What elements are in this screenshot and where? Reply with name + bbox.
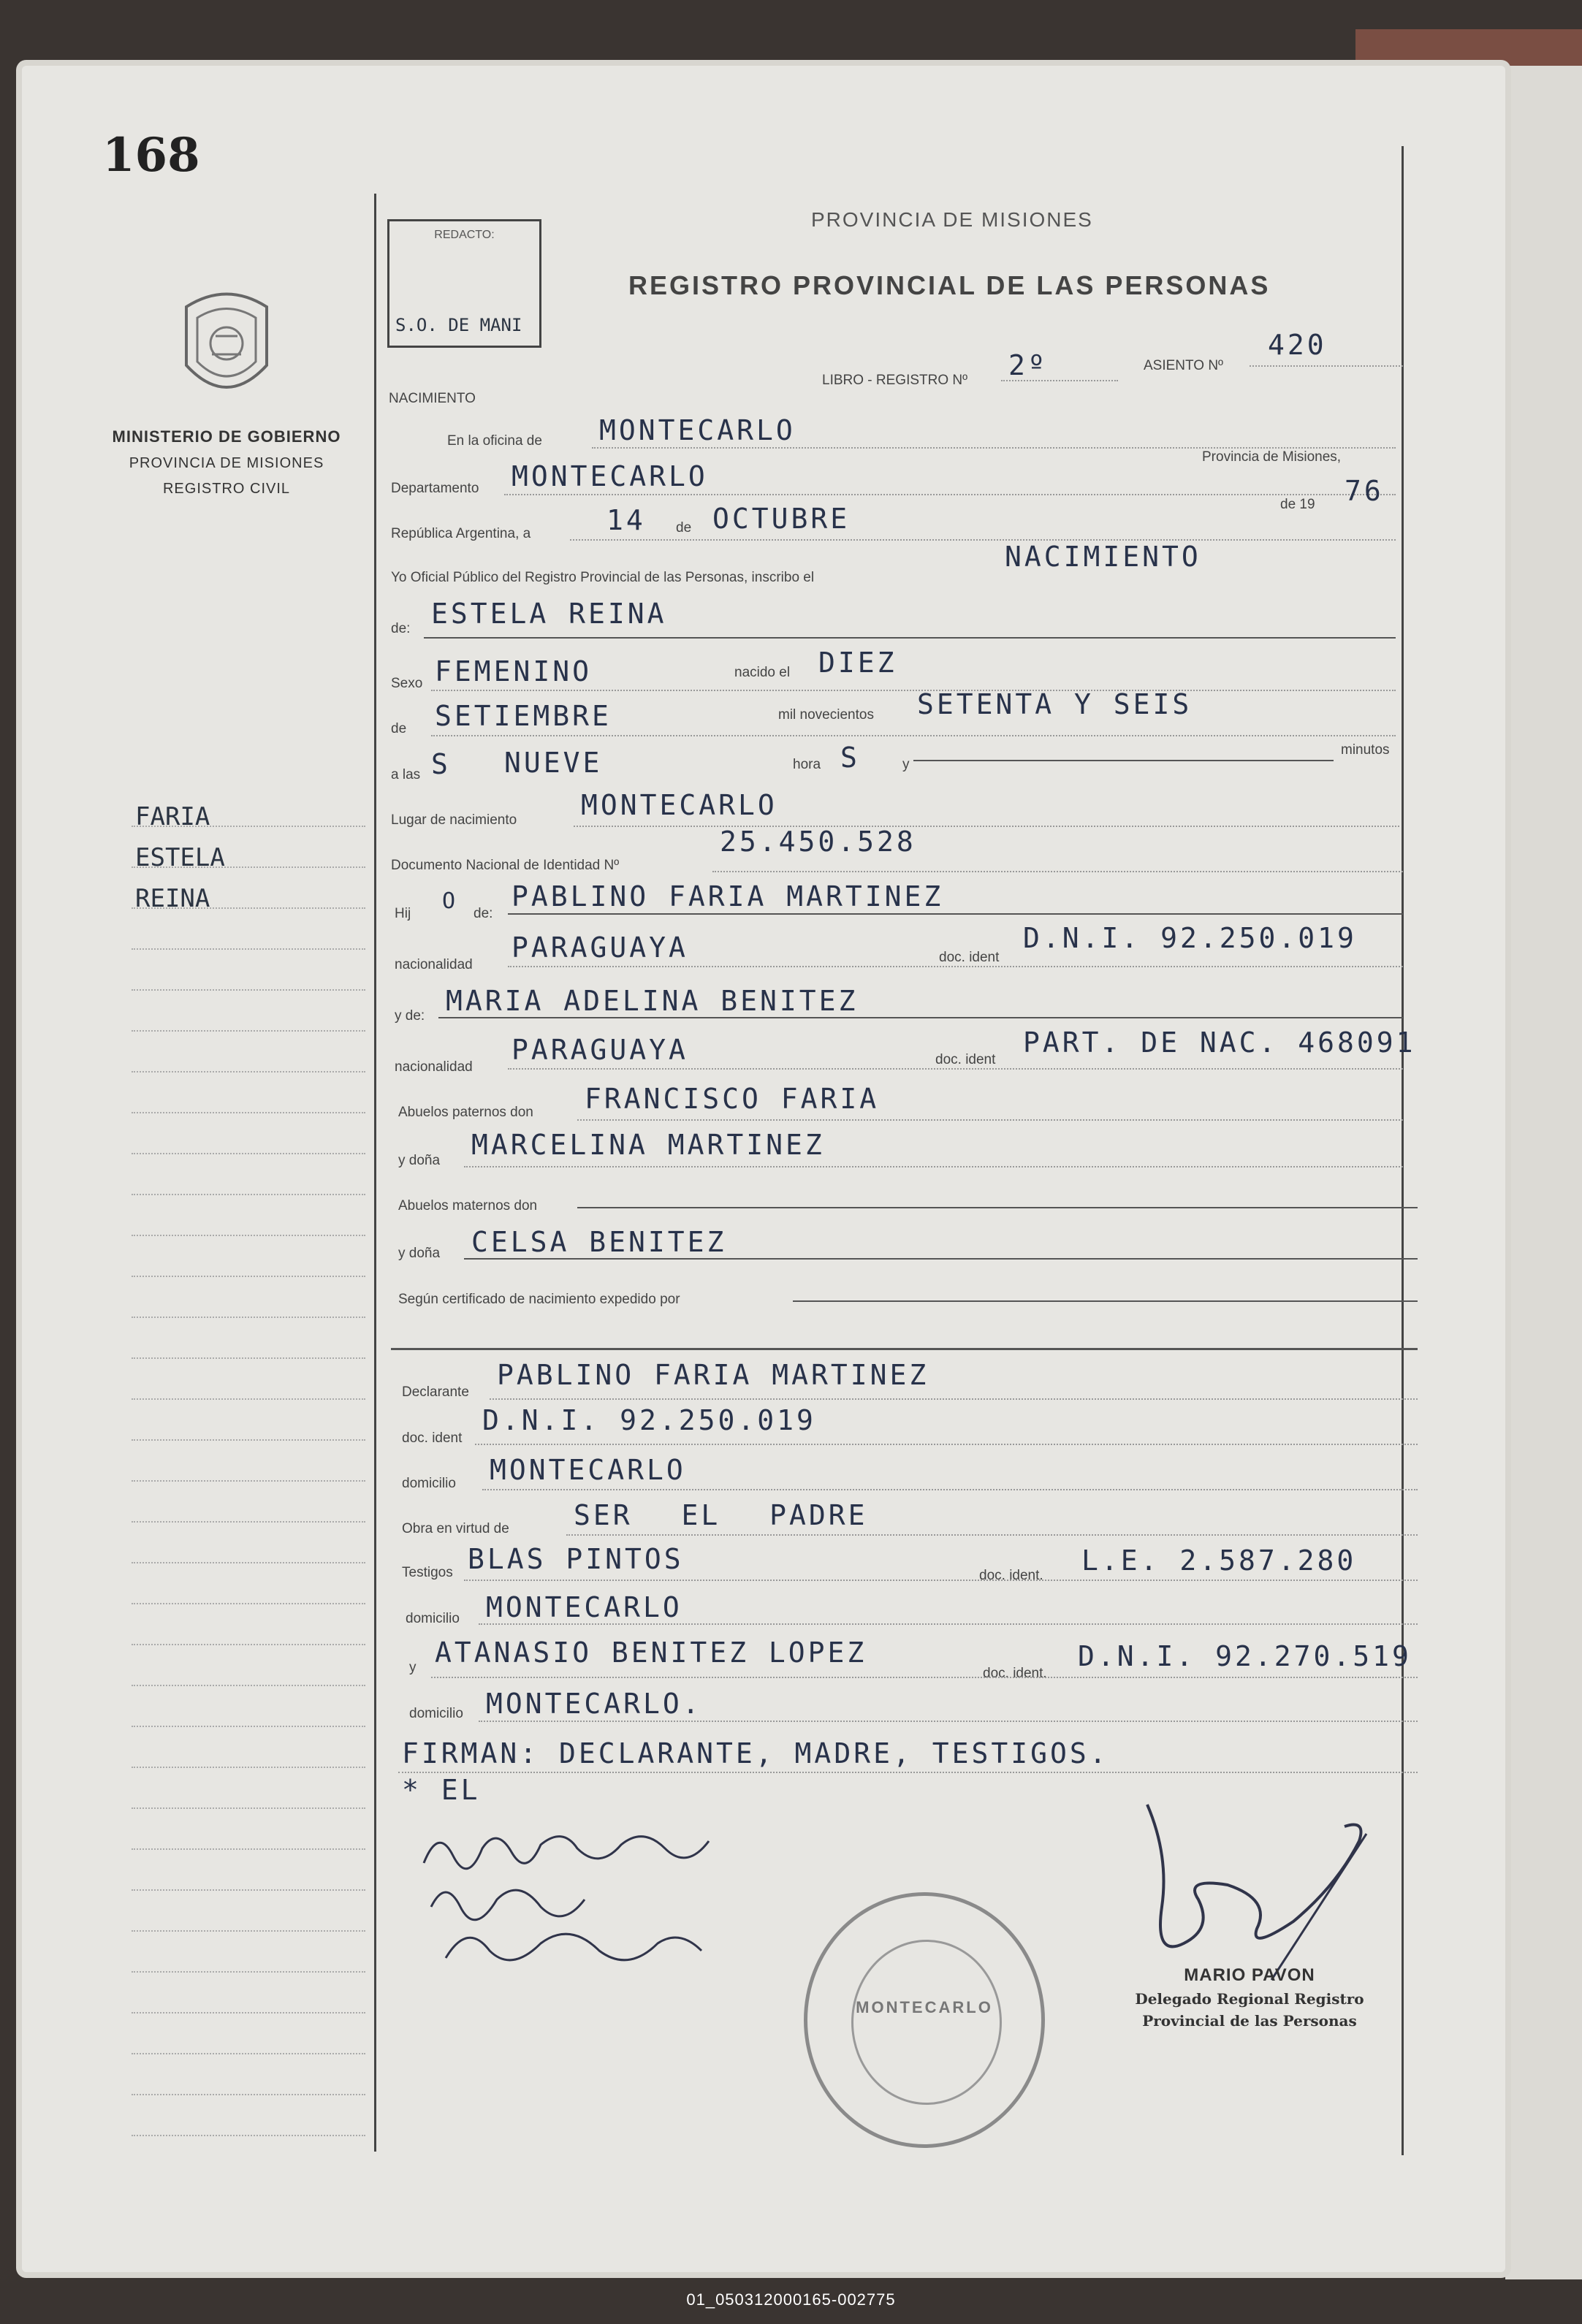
obra-label: Obra en virtud de (402, 1521, 509, 1536)
provincia-misiones-label: Provincia de Misiones, (1202, 449, 1342, 465)
margin-rule (132, 1357, 365, 1359)
nacido-label: nacido el (734, 665, 791, 680)
lugar-value: MONTECARLO (581, 789, 777, 821)
domicilio-value: MONTECARLO (490, 1454, 686, 1486)
lugar-label: Lugar de nacimiento (391, 812, 517, 828)
minutos-rule (913, 760, 1334, 761)
domicilio-label: domicilio (402, 1476, 456, 1491)
margin-rule (132, 1153, 365, 1154)
nacimiento-label: NACIMIENTO (389, 391, 476, 406)
handwritten-signatures (417, 1819, 738, 1987)
anio-nac-value: SETENTA Y SEIS (917, 688, 1193, 720)
margin-rule (132, 1194, 365, 1195)
header-registry: REGISTRO PROVINCIAL DE LAS PERSONAS (628, 270, 1271, 300)
margin-note-line: FARIA (135, 802, 210, 831)
abuela-materna-rule (464, 1258, 1418, 1260)
margin-rule (132, 1235, 365, 1236)
a-las-label: a las (391, 767, 421, 782)
abuelos-paternos-label: Abuelos paternos don (398, 1105, 533, 1120)
dotted-rule (592, 447, 1396, 449)
dotted-rule (566, 1534, 1418, 1536)
dotted-rule (1001, 380, 1118, 381)
doc-declarante-value: D.N.I. 92.250.019 (482, 1404, 816, 1436)
margin-rule (132, 1971, 365, 1973)
domicilio-testigo2-value: MONTECARLO. (486, 1688, 702, 1720)
obra-value: SER EL PADRE (574, 1499, 868, 1531)
adjacent-page-edge (1505, 29, 1582, 2279)
margin-rule (132, 1317, 365, 1318)
abuela-materna-value: CELSA BENITEZ (471, 1226, 727, 1258)
province-label: PROVINCIA DE MISIONES (129, 455, 324, 471)
hora-value: NUEVE (504, 747, 603, 779)
dotted-rule (508, 966, 1403, 967)
header-province: PROVINCIA DE MISIONES (811, 208, 1093, 231)
margin-rule (132, 907, 365, 909)
dotted-rule (479, 1721, 1418, 1722)
doc-testigo2-value: D.N.I. 92.270.519 (1078, 1640, 1412, 1672)
margin-rule (132, 866, 365, 868)
dotted-rule (508, 1068, 1403, 1070)
oficina-label: En la oficina de (447, 433, 542, 449)
nacionalidad-padre-label: nacionalidad (395, 957, 473, 972)
margin-rule (132, 826, 365, 827)
margin-note (135, 796, 225, 919)
dotted-rule (431, 690, 1396, 691)
testigos-label: Testigos (402, 1565, 453, 1580)
domicilio-testigo1-value: MONTECARLO (486, 1591, 682, 1623)
domicilio-testigo2-label: domicilio (409, 1706, 463, 1721)
margin-note-line: ESTELA (135, 843, 225, 872)
margin-rule (132, 2053, 365, 2054)
dotted-rule (479, 1623, 1418, 1625)
fecha-dia: 14 (606, 504, 646, 536)
officer-block (1111, 1965, 1388, 2030)
seal-text: MONTECARLO (856, 1998, 993, 2016)
dotted-rule (712, 871, 1403, 872)
dotted-rule (431, 735, 1396, 736)
doc-madre-value: PART. DE NAC. 468091 (1023, 1026, 1416, 1059)
mil-novecientos-label: mil novecientos (778, 707, 874, 723)
departamento-label: Departamento (391, 481, 479, 496)
margin-rule (132, 989, 365, 991)
dotted-rule (570, 539, 1396, 541)
declarante-label: Declarante (402, 1384, 469, 1400)
mes-de-label: de (391, 721, 407, 736)
hijo-suffix: O (442, 888, 459, 914)
dotted-rule (431, 1677, 1418, 1678)
dotted-rule (1250, 365, 1403, 367)
abuelos-maternos-label: Abuelos maternos don (398, 1198, 538, 1214)
officer-title-2: Provincial de las Personas (1142, 2012, 1357, 2030)
doc-testigo1-value: L.E. 2.587.280 (1081, 1544, 1357, 1577)
margin-rule (132, 1562, 365, 1563)
margin-rule (132, 1030, 365, 1032)
nacionalidad-madre-value: PARAGUAYA (512, 1034, 688, 1066)
margin-rule (132, 1603, 365, 1604)
dotted-rule (475, 1444, 1418, 1445)
margin-rule (132, 1767, 365, 1768)
republica-label: República Argentina, a (391, 526, 531, 541)
hora-suffix: S (431, 748, 451, 780)
declarante-value: PABLINO FARIA MARTINEZ (497, 1359, 929, 1391)
margin-rule (132, 2094, 365, 2095)
margin-rule (132, 2012, 365, 2014)
libro-label: LIBRO - REGISTRO Nº (822, 373, 968, 388)
oficina-value: MONTECARLO (599, 414, 796, 446)
doc-declarante-label: doc. ident (402, 1430, 463, 1446)
el-note: * EL (402, 1774, 481, 1806)
left-frame-line (374, 194, 376, 2152)
nacionalidad-madre-label: nacionalidad (395, 1059, 473, 1075)
hijo-label: Hij (395, 906, 411, 921)
margin-rule (132, 1807, 365, 1809)
sexo-label: Sexo (391, 676, 423, 691)
officer-title-1: Delegado Regional Registro (1135, 1990, 1364, 2008)
madre-value: MARIA ADELINA BENITEZ (446, 985, 859, 1017)
padre-value: PABLINO FARIA MARTINEZ (512, 880, 944, 913)
crest-icon (172, 285, 281, 409)
margin-rule (132, 1398, 365, 1400)
margin-rule (132, 948, 365, 950)
testigo1-value: BLAS PINTOS (468, 1543, 684, 1575)
testigo2-value: ATANASIO BENITEZ LOPEZ (435, 1637, 867, 1669)
dotted-rule (574, 826, 1399, 827)
civil-registry-label: REGISTRO CIVIL (162, 481, 291, 497)
dotted-rule (504, 494, 1396, 495)
firman-note: FIRMAN: DECLARANTE, MADRE, TESTIGOS. (402, 1737, 1109, 1769)
de-label: de: (391, 621, 411, 636)
sexo-value: FEMENINO (435, 655, 593, 687)
government-block (110, 285, 343, 498)
dotted-rule (577, 1119, 1403, 1121)
ministry-label: MINISTERIO DE GOBIERNO (112, 427, 341, 446)
officer-signature (1125, 1797, 1388, 1987)
dotted-rule (482, 1489, 1418, 1490)
libro-value: 2º (1008, 349, 1048, 381)
dotted-rule (464, 1580, 1418, 1581)
margin-rule (132, 1112, 365, 1113)
margin-rule (132, 1439, 365, 1441)
margin-rule (132, 1889, 365, 1891)
redacto-label: REDACTO: (434, 229, 495, 241)
margin-note-line: REINA (135, 884, 210, 913)
name-rule (424, 637, 1396, 639)
fecha-anio-label: de 19 (1280, 497, 1315, 512)
minutos-label: minutos (1341, 742, 1390, 758)
y-label: y (902, 757, 910, 772)
margin-rule (132, 1276, 365, 1277)
doc-testigo2-label: doc. ident. (983, 1666, 1047, 1681)
margin-rule (132, 1726, 365, 1727)
folio-number: 168 (102, 128, 200, 183)
nacionalidad-padre-value: PARAGUAYA (512, 931, 688, 964)
seal-emblem-icon (851, 1940, 1002, 2105)
certificado-rule (793, 1300, 1418, 1302)
right-frame-line (1402, 146, 1404, 2155)
image-caption: 01_050312000165-002775 (686, 2290, 896, 2309)
section-divider (391, 1348, 1418, 1350)
dotted-rule (490, 1398, 1418, 1400)
oficial-label: Yo Oficial Público del Registro Provincial de las Personas, inscribo el (391, 570, 815, 585)
margin-rule (132, 1644, 365, 1645)
margin-rule (132, 1848, 365, 1850)
abuela-paterna-value: MARCELINA MARTINEZ (471, 1129, 825, 1161)
mes-nac-value: SETIEMBRE (435, 700, 612, 732)
fecha-de-label: de (676, 520, 692, 536)
registry-seal (804, 1892, 1045, 2148)
hijo-de-label: de: (474, 906, 493, 921)
doc-testigo1-label: doc. ident. (979, 1568, 1043, 1583)
nacido-value: DIEZ (818, 647, 897, 679)
horas-suffix: S (840, 742, 860, 774)
abuela-paterna-label: y doña (398, 1153, 441, 1168)
margin-rule (132, 1685, 365, 1686)
documento-value: 25.450.528 (720, 826, 916, 858)
margin-rule (132, 1480, 365, 1482)
doc-madre-label: doc. ident (935, 1052, 996, 1067)
margin-rule (132, 1521, 365, 1523)
abuela-materna-label: y doña (398, 1246, 441, 1261)
officer-name: MARIO PAVON (1184, 1965, 1315, 1985)
redacto-value: S.O. DE MANI (395, 315, 522, 335)
departamento-value: MONTECARLO (512, 460, 708, 492)
madre-rule (438, 1017, 1403, 1018)
fecha-anio: 76 (1345, 475, 1384, 507)
nombre-value: ESTELA REINA (431, 598, 667, 630)
fecha-mes: OCTUBRE (712, 503, 851, 535)
asiento-value: 420 (1268, 329, 1327, 361)
abuelos-paternos-value: FRANCISCO FARIA (585, 1083, 880, 1115)
redacto-box (387, 219, 541, 348)
doc-padre-value: D.N.I. 92.250.019 (1023, 922, 1357, 954)
margin-rule (132, 2135, 365, 2136)
doc-padre-label: doc. ident (939, 950, 1000, 965)
abuelos-maternos-rule (577, 1207, 1418, 1208)
oficial-value: NACIMIENTO (1005, 541, 1201, 573)
domicilio-testigo1-label: domicilio (406, 1611, 460, 1626)
margin-rule (132, 1930, 365, 1932)
documento-label: Documento Nacional de Identidad Nº (391, 858, 620, 873)
binder-tab (1355, 29, 1582, 66)
testigo2-y-label: y (409, 1660, 417, 1675)
padre-rule (508, 913, 1403, 915)
hora-label: hora (793, 757, 821, 772)
dotted-rule (464, 1166, 1403, 1167)
margin-rule (132, 1071, 365, 1073)
madre-label: y de: (395, 1008, 425, 1024)
asiento-label: ASIENTO Nº (1144, 358, 1223, 373)
certificado-label: Según certificado de nacimiento expedido por (398, 1292, 680, 1307)
dotted-rule (398, 1772, 1418, 1773)
